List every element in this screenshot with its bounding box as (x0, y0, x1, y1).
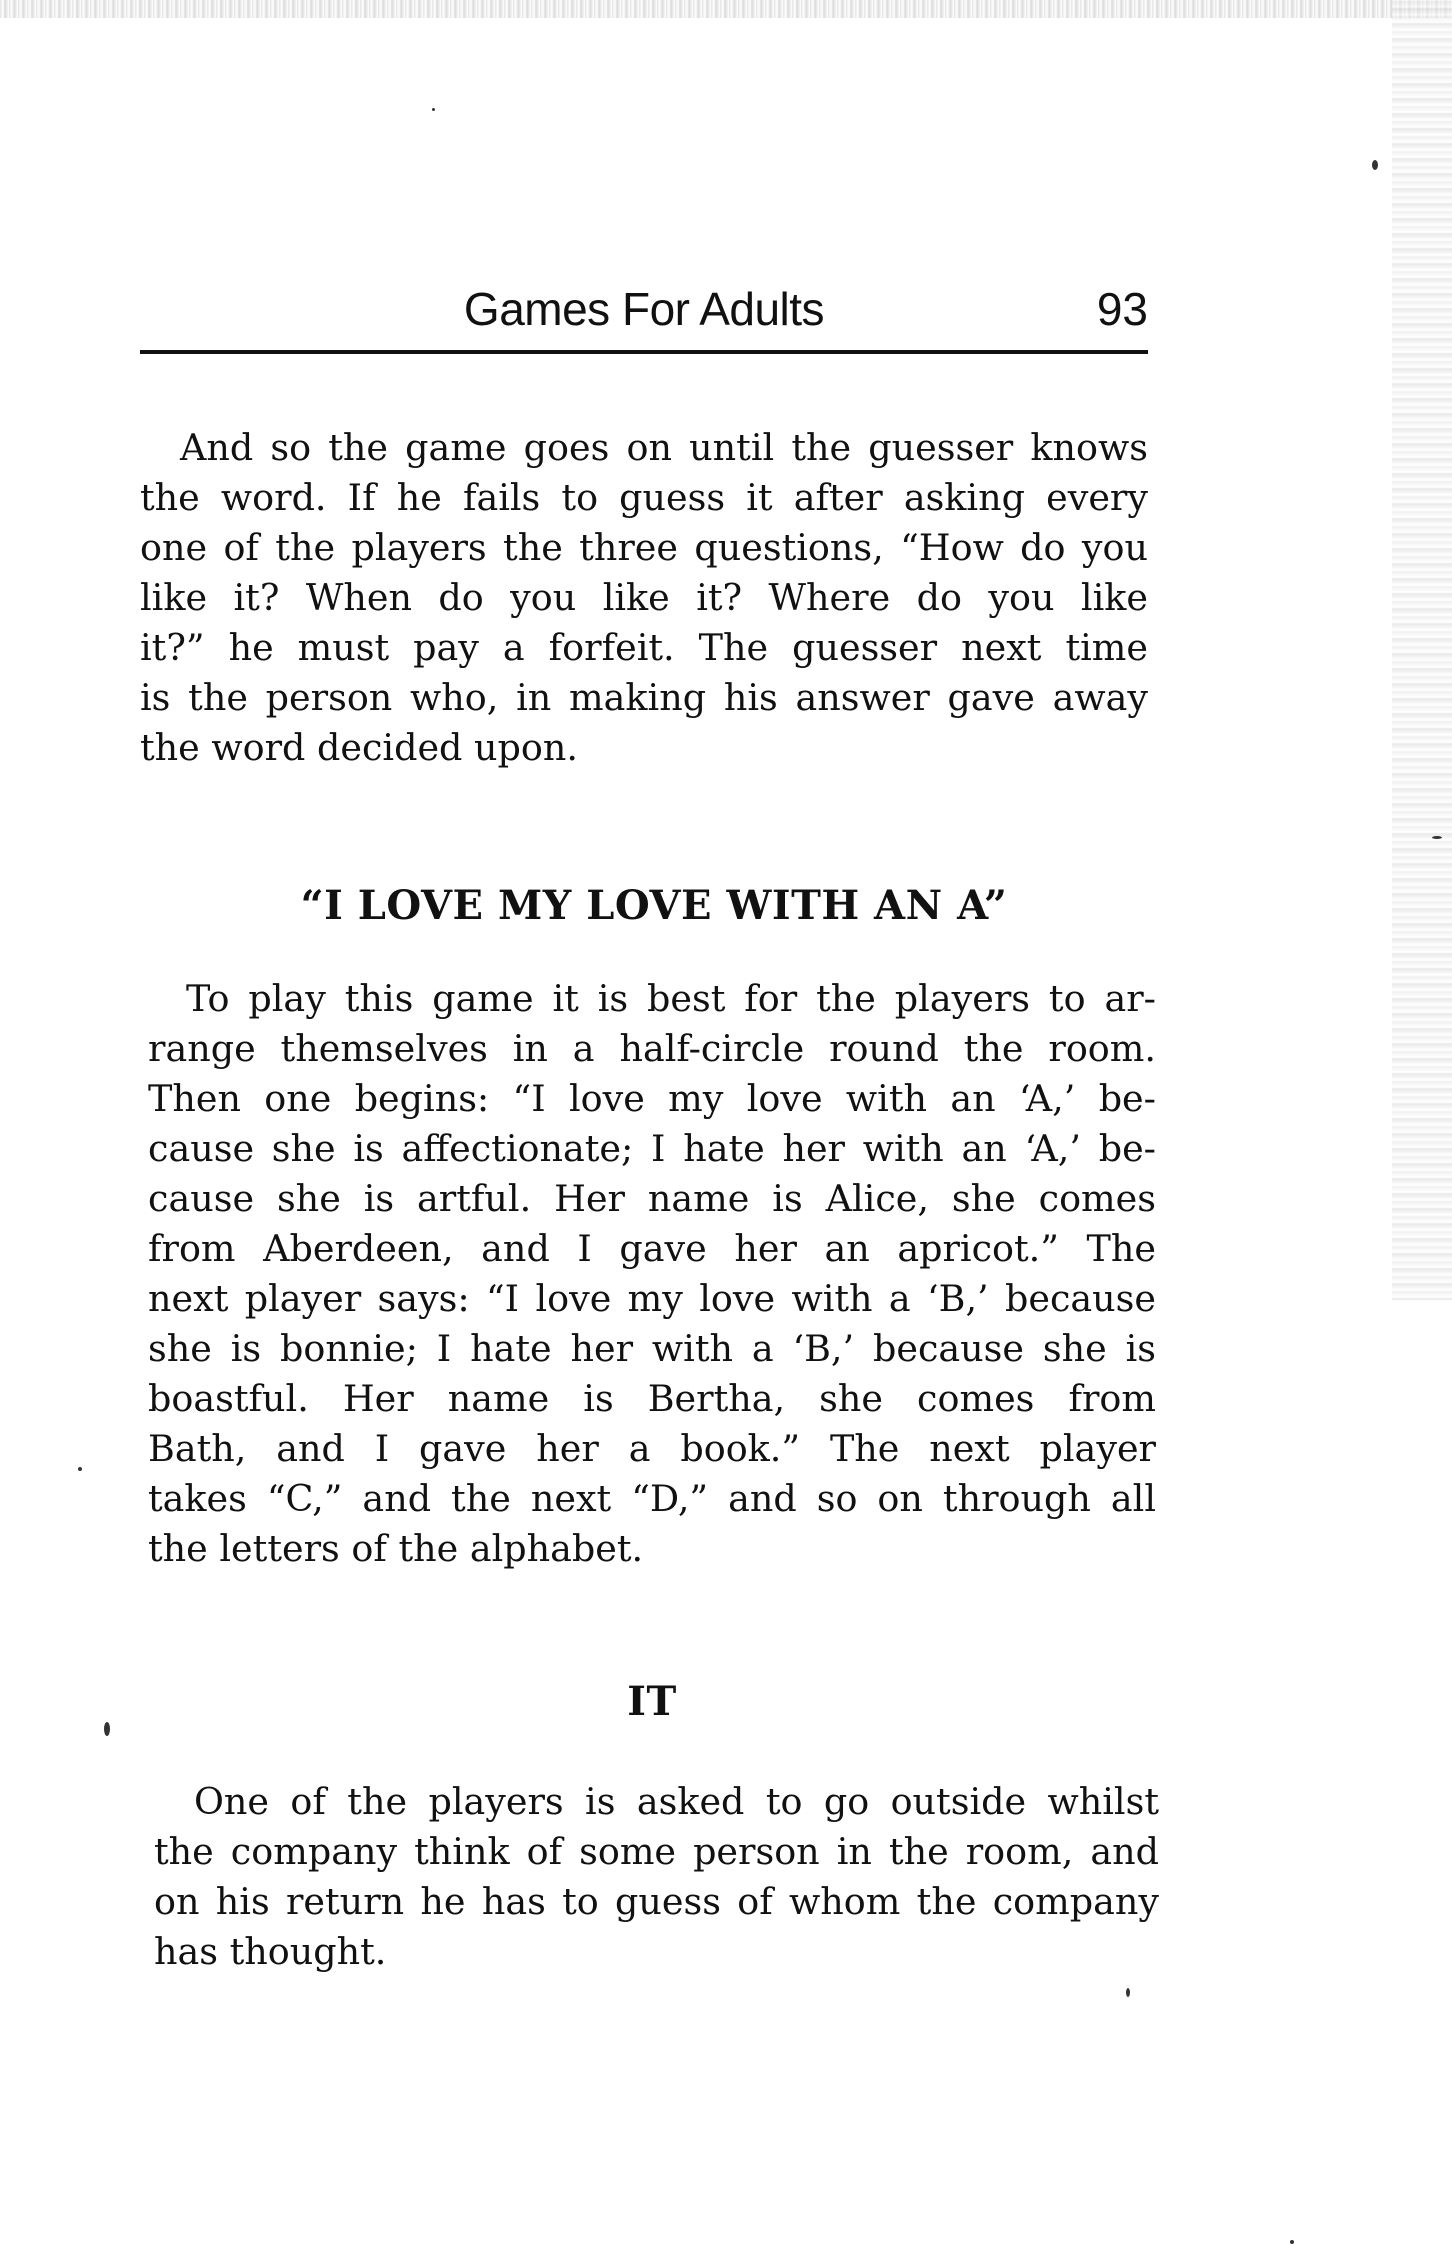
text-line: is the person who, in making his answer gave away (140, 676, 1148, 719)
scan-speck (1372, 160, 1378, 170)
scan-speck (1290, 2240, 1294, 2244)
running-head-title: Games For Adults (463, 283, 825, 335)
section-heading-it: IT (627, 1678, 677, 1725)
paragraph-it (154, 1777, 1159, 1977)
text-line: one of the players the three questions, “How do you (140, 526, 1148, 569)
text-line: the word decided upon. (140, 726, 578, 769)
text-line: the letters of the alphabet. (148, 1527, 644, 1570)
scan-speck (104, 1722, 110, 1736)
text-line: To play this game it is best for the players to ar- (186, 977, 1156, 1020)
text-line: like it? When do you like it? Where do you like (140, 576, 1148, 619)
text-line: the word. If he fails to guess it after asking every (140, 476, 1148, 519)
text-line: has thought. (154, 1930, 387, 1973)
text-line: Bath, and I gave her a book.” The next player (148, 1427, 1156, 1470)
text-line: on his return he has to guess of whom the company (154, 1880, 1159, 1923)
text-line: Then one begins: “I love my love with an ‘A,’ be- (148, 1077, 1156, 1120)
text-line: she is bonnie; I hate her with a ‘B,’ because she is (148, 1327, 1156, 1370)
header-rule (140, 350, 1148, 354)
scan-speck (1126, 1988, 1130, 1997)
scan-speck (432, 108, 435, 111)
running-head (140, 282, 1148, 340)
page-number: 93 (1096, 283, 1148, 335)
paragraph-continuation (140, 423, 1148, 773)
scan-speck (1432, 836, 1442, 839)
scan-edge-noise-right (1392, 0, 1452, 1300)
text-line: One of the players is asked to go outside whilst (194, 1780, 1159, 1823)
text-line: range themselves in a half-circle round the room. (148, 1027, 1156, 1070)
text-line: cause she is artful. Her name is Alice, she comes (148, 1177, 1156, 1220)
text-line: cause she is affectionate; I hate her with an ‘A,’ be- (148, 1127, 1156, 1170)
paragraph-i-love-my-love (148, 974, 1156, 1574)
text-line: next player says: “I love my love with a ‘B,’ because (148, 1277, 1156, 1320)
section-heading-i-love-my-love: “I LOVE MY LOVE WITH AN A” (300, 882, 1008, 929)
text-line: from Aberdeen, and I gave her an apricot.” The (148, 1227, 1156, 1270)
text-line: it?” he must pay a forfeit. The guesser next time (140, 626, 1148, 669)
text-line: boastful. Her name is Bertha, she comes from (148, 1377, 1156, 1420)
text-line: takes “C,” and the next “D,” and so on through all (148, 1477, 1156, 1520)
scan-edge-noise-top (0, 0, 1452, 18)
scan-speck (78, 1467, 82, 1471)
text-line: the company think of some person in the room, and (154, 1830, 1159, 1873)
text-line: And so the game goes on until the guesser knows (180, 426, 1148, 469)
